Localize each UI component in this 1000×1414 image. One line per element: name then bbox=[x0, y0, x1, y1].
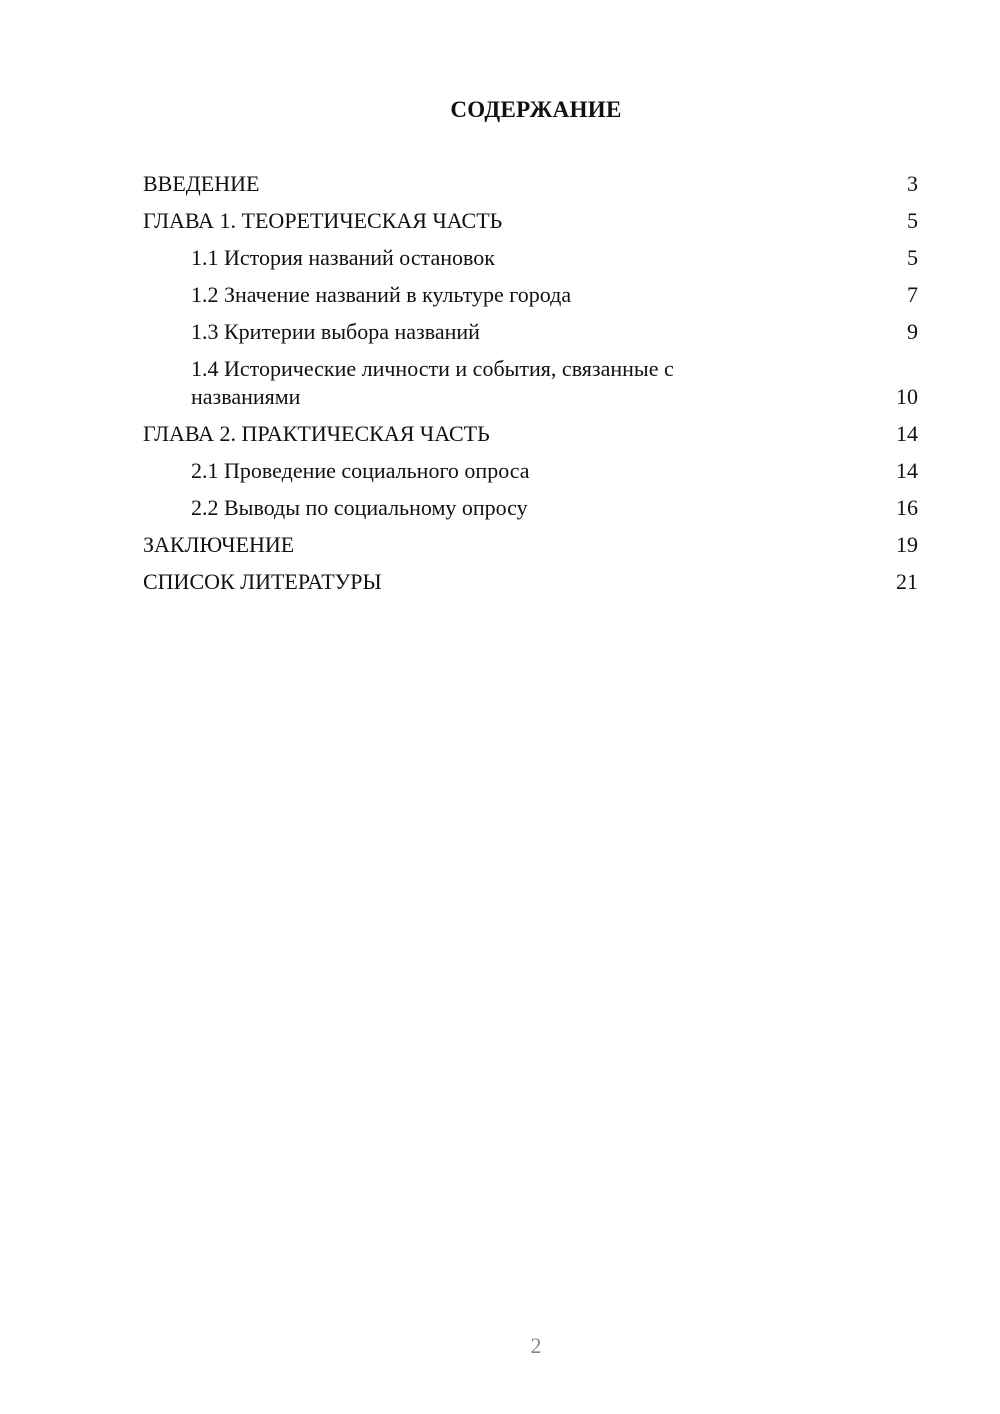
page-number: 2 bbox=[530, 1333, 542, 1358]
toc-entry-page: 10 bbox=[896, 384, 918, 409]
toc-entry-chapter-1[interactable] bbox=[143, 203, 918, 240]
toc-entry-section-2-1[interactable] bbox=[143, 453, 918, 490]
toc-entry-page: 16 bbox=[896, 495, 918, 520]
toc-entry-section-1-2[interactable] bbox=[143, 277, 918, 314]
toc-entry-section-1-1[interactable] bbox=[143, 240, 918, 277]
toc-entry-page: 9 bbox=[907, 319, 918, 344]
toc-entry-label: 1.4 Исторические личности и события, связанные с названиями bbox=[191, 356, 674, 409]
toc-entry-page: 5 bbox=[907, 208, 918, 233]
toc-entry-page: 3 bbox=[907, 171, 918, 196]
toc-entry-label: ГЛАВА 2. ПРАКТИЧЕСКАЯ ЧАСТЬ bbox=[143, 421, 490, 446]
toc-entry-page: 14 bbox=[896, 421, 918, 446]
toc-entry-label: 1.2 Значение названий в культуре города bbox=[191, 282, 572, 307]
toc-entry-introduction[interactable] bbox=[143, 166, 918, 203]
toc-entry-section-1-4[interactable] bbox=[143, 351, 918, 416]
toc-entry-label: ВВЕДЕНИЕ bbox=[143, 171, 260, 196]
table-of-contents bbox=[143, 166, 918, 601]
toc-entry-section-1-3[interactable] bbox=[143, 314, 918, 351]
toc-entry-page: 14 bbox=[896, 458, 918, 483]
toc-heading: СОДЕРЖАНИЕ bbox=[450, 97, 622, 122]
toc-entry-page: 7 bbox=[907, 282, 918, 307]
toc-entry-label: 2.1 Проведение социального опроса bbox=[191, 458, 530, 483]
toc-entry-section-2-2[interactable] bbox=[143, 490, 918, 527]
toc-entry-bibliography[interactable] bbox=[143, 564, 918, 601]
toc-entry-label: 1.3 Критерии выбора названий bbox=[191, 319, 480, 344]
toc-entry-label: ГЛАВА 1. ТЕОРЕТИЧЕСКАЯ ЧАСТЬ bbox=[143, 208, 503, 233]
toc-entry-page: 19 bbox=[896, 532, 918, 557]
toc-entry-page: 21 bbox=[896, 569, 918, 594]
toc-entry-label: 1.1 История названий остановок bbox=[191, 245, 495, 270]
toc-entry-label: ЗАКЛЮЧЕНИЕ bbox=[143, 532, 295, 557]
toc-entry-label: 2.2 Выводы по социальному опросу bbox=[191, 495, 528, 520]
toc-entry-chapter-2[interactable] bbox=[143, 416, 918, 453]
toc-entry-page: 5 bbox=[907, 245, 918, 270]
toc-entry-label: СПИСОК ЛИТЕРАТУРЫ bbox=[143, 569, 382, 594]
toc-entry-conclusion[interactable] bbox=[143, 527, 918, 564]
